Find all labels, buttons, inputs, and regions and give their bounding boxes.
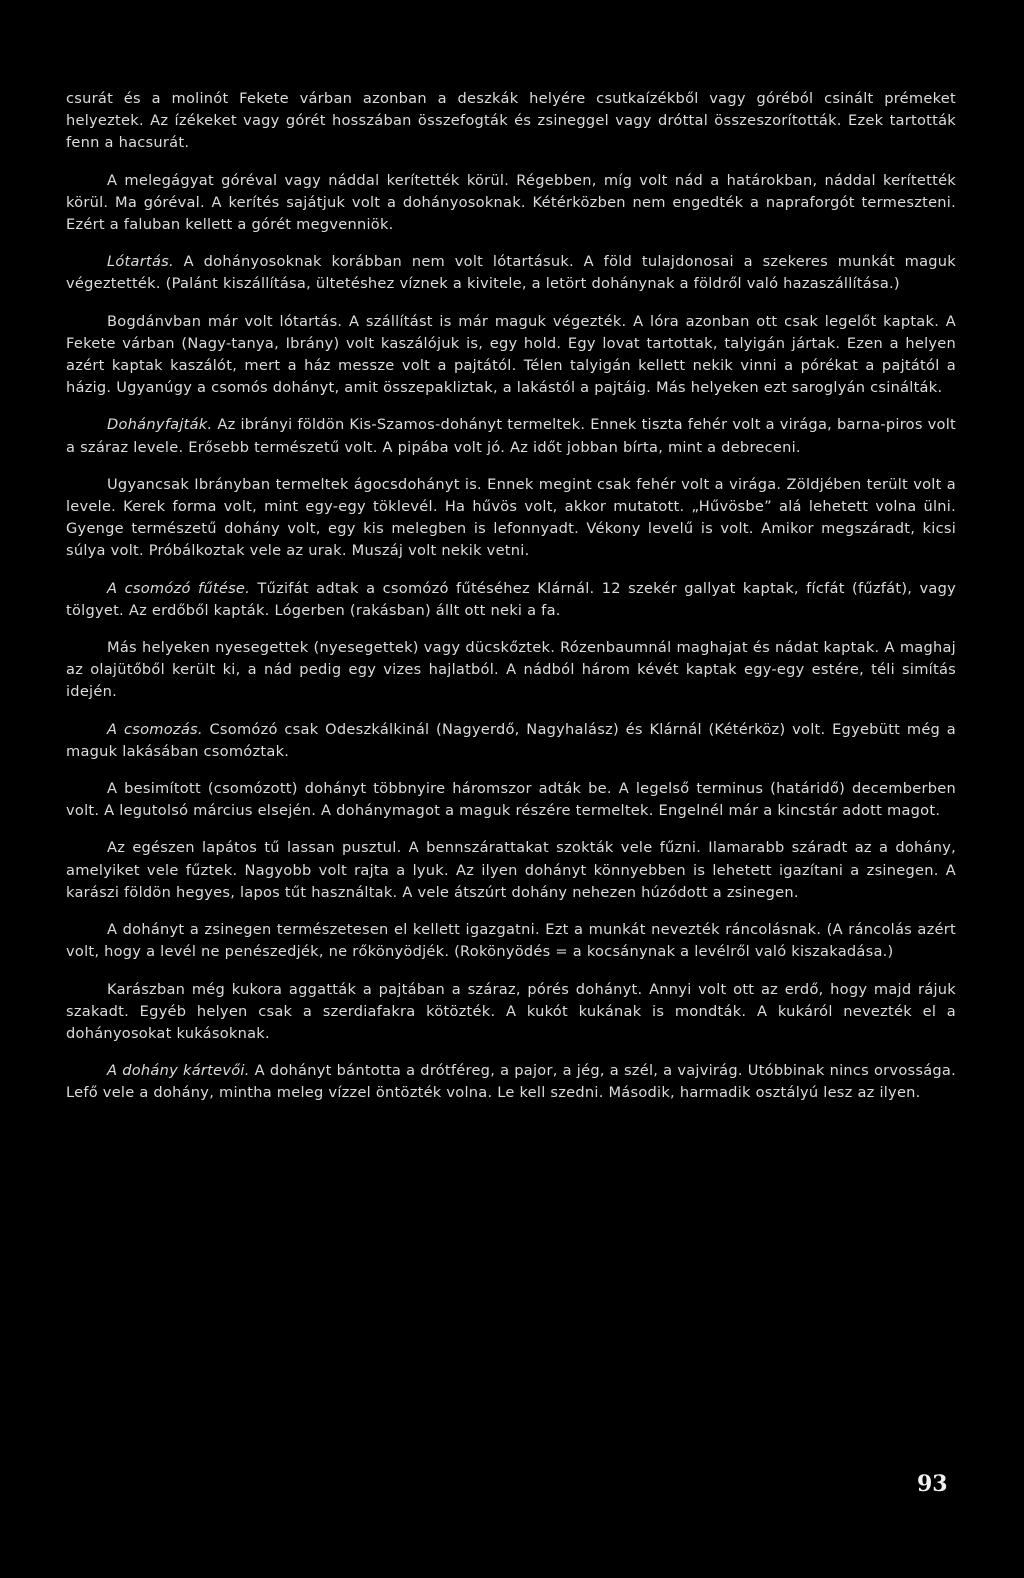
paragraph-11 — [66, 837, 956, 904]
paragraph-7 — [66, 578, 956, 622]
paragraph-5 — [66, 414, 956, 458]
paragraph-12 — [66, 919, 956, 963]
paragraph-3-text: A dohányosoknak korábban nem volt lótartásuk. A föld tulajdonosai a szekeres munkát maguk végeztették. (Palánt kiszállítása, ültetéshez víznek a kivitele, a letört dohánynak a földről való hazaszállítása.) — [66, 253, 956, 293]
page-number: 93 — [917, 1471, 948, 1497]
paragraph-1-text: csurát és a molinót Fekete várban azonban a deszkák helyére csutkaízékből vagy góréból csinált prémeket helyeztek. Az ízékeket vagy górét hosszában összefogták és zsineggel vagy dróttal összeszorították. Ezek tartották fenn a hacsurát. — [66, 90, 956, 152]
paragraph-10-text: A besimított (csomózott) dohányt többnyire háromszor adták be. A legelső terminus (határidő) decemberben volt. A legutolsó március elsején. A dohánymagot a maguk részére termeltek. Engelnél már a kincstár adott magot. — [66, 780, 956, 820]
paragraph-4-text: Bogdánvban már volt lótartás. A szállítást is már maguk végezték. A lóra azonban ott csak legelőt kaptak. A Fekete várban (Nagy-tanya, Ibrány) volt kaszálójuk is, egy hold. Egy lovat tartottak, talyigán jártak. Ezen a helyen azért kaptak kaszálót, mert a ház messze volt a pajtától. Télen talyigán kellett nekik vinni a pórékat a pajtától a házig. Ugyanúgy a csomós dohányt, amit összepakliztak, a lakástól a pajtáig. Más helyeken ezt saroglyán csinálták. — [66, 312, 956, 397]
paragraph-5-lead: Dohányfajták. — [107, 416, 213, 434]
paragraph-1 — [66, 88, 956, 155]
paragraph-8-text: Más helyeken nyesegettek (nyesegettek) vagy dücskőztek. Rózenbaumnál maghajat és nádat kaptak. A maghaj az olajütőből került ki, a nád pedig egy vizes hajlatból. A nádból három kévét kaptak egy-egy estére, téli simítás idején. — [66, 639, 956, 701]
paragraph-3 — [66, 251, 956, 295]
paragraph-9-lead: A csomozás. — [107, 720, 203, 738]
paragraph-14 — [66, 1060, 956, 1104]
paragraph-6-text: Ugyancsak Ibrányban termeltek ágocsdohányt is. Ennek megint csak fehér volt a virága. Zöldjében terült volt a levele. Kerek forma volt, mint egy-egy töklevél. Ha hűvös volt, akkor mutatott. „Hűvösbe” alá lehetett volna ülni. Gyenge természetű dohány volt, egy kis melegben is lefonnyadt. Vékony levelű is volt. Amikor megszáradt, kicsi súlya volt. Próbálkoztak vele az urak. Muszáj volt nekik vetni. — [66, 475, 956, 560]
paragraph-9 — [66, 719, 956, 763]
paragraph-7-text: Tűzifát adtak a csomózó fűtéséhez Klárnál. 12 szekér gallyat kaptak, fícfát (fűzfát), vagy tölgyet. Az erdőből kapták. Lógerben (rakásban) állt ott neki a fa. — [66, 579, 957, 619]
paragraph-5-text: Az ibrányi földön Kis-Szamos-dohányt termeltek. Ennek tiszta fehér volt a virága, barna-piros volt a száraz levele. Erősebb természetű volt. A pipába volt jó. Az időt jobban bírta, mint a debreceni. — [66, 416, 956, 456]
paragraph-6 — [66, 474, 956, 563]
paragraph-12-text: A dohányt a zsinegen természetesen el kellett igazgatni. Ezt a munkát nevezték ráncolásnak. (A ráncolás azért volt, hogy a levél ne penészedjék, ne rőkönyödjék. (Rokönyödés = a kocsánynak a levélről való kiszakadása.) — [66, 921, 956, 961]
paragraph-10 — [66, 778, 956, 822]
paragraph-4 — [66, 311, 956, 400]
paragraph-2 — [66, 170, 956, 237]
paragraph-7-lead: A csomózó fűtése. — [107, 579, 251, 597]
document-page — [66, 88, 956, 1120]
paragraph-14-lead: A dohány kártevői. — [107, 1062, 250, 1080]
paragraph-3-lead: Lótartás. — [107, 253, 174, 271]
paragraph-9-text: Csomózó csak Odeszkálkinál (Nagyerdő, Nagyhalász) és Klárnál (Kétérköz) volt. Egyebütt még a maguk lakásában csomóztak. — [66, 720, 956, 760]
paragraph-11-text: Az egészen lapátos tű lassan pusztul. A bennszárattakat szokták vele fűzni. Ilamarabb száradt az a dohány, amelyiket vele fűztek. Nagyobb volt rajta a lyuk. Az ilyen dohányt könnyebben is lehetett igazítani a zsinegen. A karászi földön hegyes, lapos tűt használtak. A vele átszúrt dohány nehezen húzódott a zsinegen. — [66, 839, 956, 901]
paragraph-14-text: A dohányt bántotta a drótféreg, a pajor, a jég, a szél, a vajvirág. Utóbbinak nincs orvossága. Lefő vele a dohány, mintha meleg vízzel öntözték volna. Le kell szedni. Második, harmadik osztályú lesz az ilyen. — [66, 1062, 956, 1102]
paragraph-2-text: A melegágyat góréval vagy náddal kerítették körül. Régebben, míg volt nád a határokban, náddal kerítették körül. Ma góréval. A kerítés sajátjuk volt a dohányosoknak. Kétérközben nem engedték a napraforgót termeszteni. Ezért a faluban kellett a górét megvenniök. — [66, 171, 956, 234]
paragraph-8 — [66, 637, 956, 704]
paragraph-13-text: Karászban még kukora aggatták a pajtában a száraz, pórés dohányt. Annyi volt ott az erdő, hogy majd rájuk szakadt. Egyéb helyen csak a szerdiafakra kötözték. A kukót kukának is mondták. A kukáról nevezték el a dohányosokat kukásoknak. — [66, 980, 956, 1042]
paragraph-13 — [66, 979, 956, 1046]
